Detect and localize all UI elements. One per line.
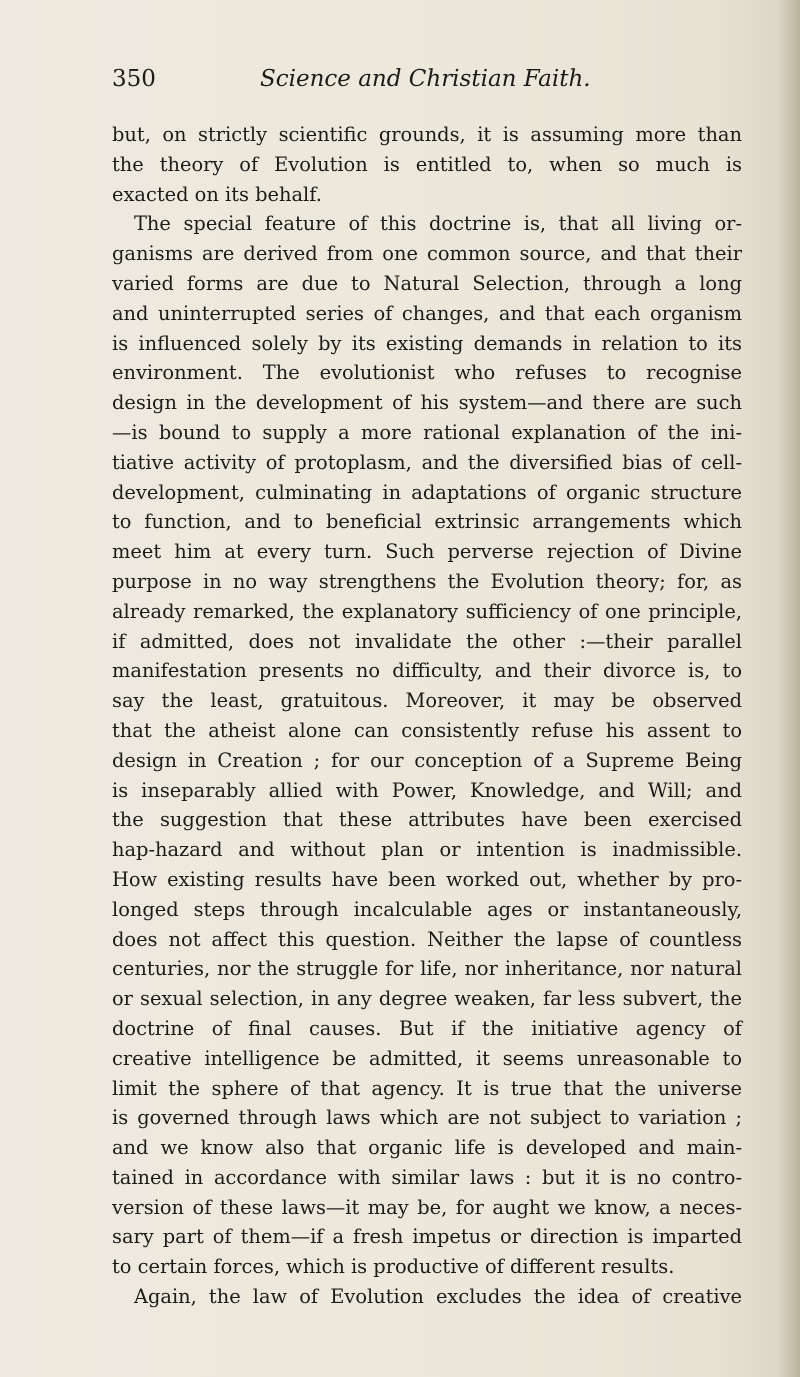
text-line: hap-hazard and without plan or intention is inadmissible. <box>112 838 742 862</box>
text-line: purpose in no way strengthens the Evolution theory; for, as <box>112 569 742 593</box>
text-line: longed steps through incalculable ages or instantaneously, <box>112 897 742 921</box>
text-line: but, on strictly scientific grounds, it is assuming more than <box>112 123 742 146</box>
text-line: tiative activity of protoplasm, and the diversified bias of cell- <box>112 450 742 474</box>
text-line: say the least, gratuitous. Moreover, it may be observed <box>112 689 742 713</box>
text-line: to certain forces, which is productive of different results. <box>112 1255 675 1279</box>
text-line: and uninterrupted series of changes, and that each organism <box>112 301 742 325</box>
text-line: doctrine of final causes. But if the initiative agency of <box>112 1016 742 1040</box>
text-line: does not affect this question. Neither the lapse of countless <box>112 927 742 951</box>
text-line: How existing results have been worked out, whether by pro- <box>112 867 742 891</box>
text-line: development, culminating in adaptations of organic structure <box>112 480 742 504</box>
text-line: if admitted, does not invalidate the other :—their parallel <box>112 629 742 653</box>
text-line: or sexual selection, in any degree weaken, far less subvert, the <box>112 987 742 1011</box>
text-line: tained in accordance with similar laws : but it is no contro- <box>112 1165 742 1189</box>
text-line: limit the sphere of that agency. It is true that the universe <box>112 1076 742 1100</box>
body-text <box>112 120 742 1312</box>
text-line: and we know also that organic life is developed and main- <box>112 1136 742 1160</box>
text-line: the theory of Evolution is entitled to, when so much is <box>112 152 742 176</box>
text-line: The special feature of this doctrine is, that all living or- <box>134 212 742 236</box>
text-line: manifestation presents no difficulty, and their divorce is, to <box>112 659 742 683</box>
text-line: is governed through laws which are not subject to variation ; <box>112 1106 742 1130</box>
text-line: already remarked, the explanatory sufficiency of one principle, <box>112 599 742 623</box>
text-line: version of these laws—it may be, for aught we know, a neces- <box>112 1195 742 1219</box>
text-line: the suggestion that these attributes have been exercised <box>112 808 742 832</box>
running-title: Science and Christian Faith. <box>260 66 591 92</box>
text-line: centuries, nor the struggle for life, nor inheritance, nor natural <box>112 957 742 981</box>
text-line: to function, and to beneficial extrinsic arrangements which <box>112 510 742 534</box>
text-line: is inseparably allied with Power, Knowledge, and Will; and <box>112 778 742 802</box>
text-line: design in Creation ; for our conception of a Supreme Being <box>112 748 742 772</box>
text-line: meet him at every turn. Such perverse rejection of Divine <box>112 540 742 564</box>
text-line: ganisms are derived from one common source, and that their <box>112 242 742 266</box>
page-edge-shadow <box>778 0 800 1377</box>
text-line: design in the development of his system—and there are such <box>112 391 742 415</box>
text-line: —is bound to supply a more rational explanation of the ini- <box>112 420 742 444</box>
text-line: creative intelligence be admitted, it seems unreasonable to <box>112 1046 742 1070</box>
text-line: exacted on its behalf. <box>112 182 322 206</box>
page-header <box>112 66 742 106</box>
text-line: that the atheist alone can consistently refuse his assent to <box>112 718 742 742</box>
text-line: environment. The evolutionist who refuses to recognise <box>112 361 742 385</box>
text-line: is influenced solely by its existing demands in relation to its <box>112 331 742 355</box>
text-line: sary part of them—if a fresh impetus or direction is imparted <box>112 1225 742 1249</box>
text-line: varied forms are due to Natural Selection, through a long <box>112 271 742 295</box>
page-number: 350 <box>112 66 156 92</box>
text-line: Again, the law of Evolution excludes the idea of creative <box>134 1285 742 1309</box>
